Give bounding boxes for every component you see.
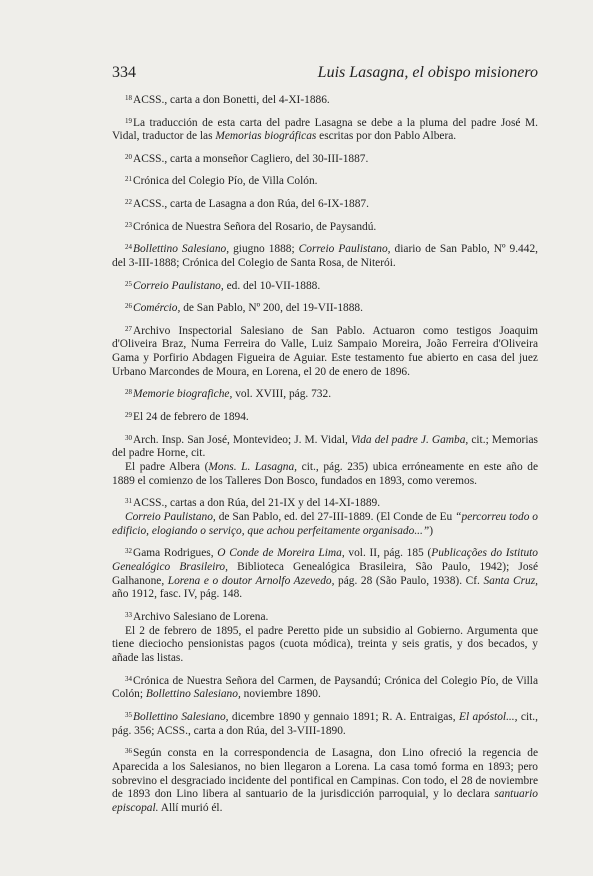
footnote-text: noviembre 1890. (240, 688, 321, 701)
footnote-text: “percorreu todo o edificio, elogiando o serviço, que achou perfeitamente organisado...” (112, 511, 539, 537)
footnote-text: El apóstol..., (458, 711, 518, 724)
footnote-paragraph (112, 461, 538, 488)
footnote-paragraph (112, 511, 538, 538)
footnote-text: Crónica de Nuestra Señora del Rosario, de Paysandú. (133, 220, 377, 233)
footnote-text: Gama Rodrigues, (133, 547, 218, 560)
footnote-34 (112, 673, 538, 702)
footnote-text: vol. XVIII, pág. 732. (232, 388, 332, 401)
footnote-text: Archivo Salesiano de Lorena. (133, 611, 269, 624)
footnote-text: Memorias biográficas (215, 130, 317, 143)
footnote-paragraph (112, 709, 538, 738)
footnote-text: Vida del padre J. Gamba, (350, 433, 469, 446)
footnote-text: Archivo Inspectorial Salesiano de San Pablo. Actuaron como testigos Joaquim d'Oliveira Braz, Numa Ferreira do Valle, Luiz Sampaio Moreira, João Ferreira d'Oliveira Gama y Porfirio Abdagen Figueira de Aguiar. Este testamento fue abierto en casa del juez Urbano Marcondes de Moura, en Lorena, el 20 de enero de 1896. (112, 324, 538, 378)
footnote-number: 32 (125, 547, 132, 556)
footnote-text: ed. del 10-VII-1888. (223, 279, 321, 292)
footnote-32 (112, 545, 538, 602)
footnote-text: diario de San Pablo, Nº 9.442, del 3-III-1888; Crónica del Colegio de Santa Rosa, de Niterói. (112, 243, 538, 269)
footnote-paragraph (112, 173, 538, 189)
footnote-text: Correio Paulistano, (133, 279, 224, 292)
footnote-text: dicembre 1890 y gennaio 1891; R. A. Entraigas, (228, 711, 459, 724)
footnote-paragraph (112, 323, 538, 380)
footnote-number: 36 (125, 747, 132, 756)
footnote-26 (112, 300, 538, 316)
page-number: 334 (112, 64, 136, 81)
footnote-text: Crónica del Colegio Pío, de Villa Colón. (133, 175, 318, 188)
footnote-text: Allí murió él. (158, 802, 223, 815)
footnote-text: El 24 de febrero de 1894. (133, 411, 249, 424)
footnote-number: 33 (125, 611, 132, 620)
footnote-text: Según consta en la correspondencia de Lasagna, don Lino ofreció la regencia de Aparecida a los Salesianos, no bien llegaron a Lorena. La casa tomó forma en 1893; pero sobrevino el desgraciado incidente del pontifical en Campinas. Con todo, el 28 de noviembre de 1893 don Lino libera al santuario de la jurisdicción parroquial, y lo declara (112, 747, 538, 801)
footnote-text: santuario episcopal. (112, 788, 538, 815)
footnote-paragraph (112, 545, 538, 602)
footnote-29 (112, 409, 538, 425)
footnote-27 (112, 323, 538, 380)
footnote-22 (112, 196, 538, 212)
footnote-paragraph (112, 151, 538, 167)
footnote-23 (112, 219, 538, 235)
running-title: Luis Lasagna, el obispo misionero (317, 64, 538, 81)
footnote-text: pág. 28 (São Paulo, 1938). Cf. (334, 574, 484, 587)
footnote-paragraph (112, 673, 538, 702)
footnote-20 (112, 151, 538, 167)
footnote-number: 29 (125, 411, 132, 420)
footnote-number: 35 (125, 711, 132, 720)
footnote-paragraph (112, 432, 538, 461)
footnote-text: Crónica de Nuestra Señora del Carmen, de Paysandú; Crónica del Colegio Pío, de Villa Colón; (112, 674, 538, 701)
footnote-text: ACSS., carta a don Bonetti, del 4-XI-1886. (133, 94, 330, 106)
footnote-number: 23 (125, 220, 132, 229)
footnote-text: El padre Albera ( (125, 461, 209, 474)
footnote-text: de San Pablo, ed. del 27-III-1889. (El Conde de Eu (215, 511, 456, 524)
footnote-number: 34 (125, 674, 132, 683)
footnote-text: Santa Cruz, (483, 574, 538, 587)
footnote-paragraph (112, 196, 538, 212)
footnote-text: giugno 1888; (229, 243, 299, 256)
footnote-text: Bollettino Salesiano, (133, 243, 230, 256)
footnote-21 (112, 173, 538, 189)
footnote-paragraph (112, 386, 538, 402)
footnote-text: Comércio, (133, 302, 181, 315)
footnote-text: Correio Paulistano, (298, 243, 391, 256)
footnote-paragraph (112, 609, 538, 625)
footnote-number: 21 (125, 175, 132, 184)
footnote-18 (112, 92, 538, 108)
footnote-text: Biblioteca Genealógica Brasileira, São Paulo, 1942); José Galhanone, (112, 561, 539, 587)
footnote-text: La traducción de esta carta del padre Lasagna se debe a la pluma del padre José M. Vidal, traductor de las (112, 116, 538, 143)
footnote-text: Arch. Insp. San José, Montevideo; J. M. Vidal, (133, 433, 351, 446)
footnote-paragraph (112, 92, 538, 108)
footnote-paragraph (112, 278, 538, 294)
footnote-number: 26 (125, 302, 132, 311)
footnote-paragraph (112, 625, 538, 666)
footnote-text: Correio Paulistano, (125, 511, 216, 524)
footnote-number: 18 (125, 94, 132, 102)
footnote-text: ACSS., carta de Lasagna a don Rúa, del 6-IX-1887. (133, 198, 369, 211)
footnote-35 (112, 709, 538, 738)
footnote-paragraph (112, 495, 538, 511)
footnote-number: 31 (125, 497, 132, 506)
footnote-text: Lorena e o doutor Arnolfo Azevedo, (167, 574, 335, 587)
footnote-number: 24 (125, 243, 132, 252)
footnote-text: Mons. L. Lasagna, (208, 461, 298, 474)
footnote-paragraph (112, 219, 538, 235)
footnote-number: 19 (125, 116, 132, 125)
footnote-24 (112, 241, 538, 270)
footnote-31 (112, 495, 538, 538)
footnote-30 (112, 432, 538, 489)
footnote-number: 25 (125, 279, 132, 288)
footnote-text: Bollettino Salesiano, (133, 711, 229, 724)
footnote-text: Bollettino Salesiano, (145, 688, 241, 701)
footnote-text: El 2 de febrero de 1895, el padre Peretto pide un subsidio al Gobierno. Argumenta que tiene dieciocho pensionistas pagos (cuota módica), treinta y seis gratis, y dos becados, y añade las listas. (112, 624, 538, 665)
footnote-text: Publicações do Istituto Genealógico Brasileiro, (112, 547, 539, 574)
footnote-number: 27 (125, 324, 132, 333)
footnotes (112, 92, 538, 823)
footnote-28 (112, 386, 538, 402)
footnote-text: año 1912, fasc. IV, pág. 148. (112, 588, 243, 601)
footnote-number: 28 (125, 388, 132, 397)
footnote-text: escritas por don Pablo Albera. (316, 130, 457, 143)
footnote-36 (112, 745, 538, 816)
footnote-text: cit., pág. 235) ubica erróneamente en este año de 1889 el comienzo de los Talleres Don Bosco, fundados en 1893, como veremos. (112, 461, 538, 487)
footnote-number: 20 (125, 152, 132, 161)
footnote-paragraph (112, 409, 538, 425)
footnote-paragraph (112, 115, 538, 144)
footnote-text: Memorie biografiche, (133, 388, 233, 401)
footnote-text: O Conde de Moreira Lima, (217, 547, 345, 560)
footnote-25 (112, 278, 538, 294)
footnote-text: ) (429, 524, 433, 537)
footnote-text: cit.; Memorias del padre Horne, cit. (112, 433, 538, 460)
page-header (112, 64, 538, 82)
footnote-text: ACSS., cartas a don Rúa, del 21-IX y del 14-XI-1889. (133, 497, 381, 510)
footnote-text: cit., pág. 356; ACSS., carta a don Rúa, del 3-VIII-1890. (112, 711, 538, 737)
footnote-paragraph (112, 241, 538, 270)
footnote-paragraph (112, 300, 538, 316)
footnote-text: vol. II, pág. 185 ( (344, 547, 432, 560)
footnote-number: 22 (125, 198, 132, 207)
footnote-number: 30 (125, 433, 132, 442)
footnote-19 (112, 115, 538, 144)
footnote-33 (112, 609, 538, 666)
footnote-text: de San Pablo, Nº 200, del 19-VII-1888. (180, 302, 363, 315)
footnote-text: ACSS., carta a monseñor Cagliero, del 30-III-1887. (133, 152, 369, 165)
footnote-paragraph (112, 745, 538, 816)
